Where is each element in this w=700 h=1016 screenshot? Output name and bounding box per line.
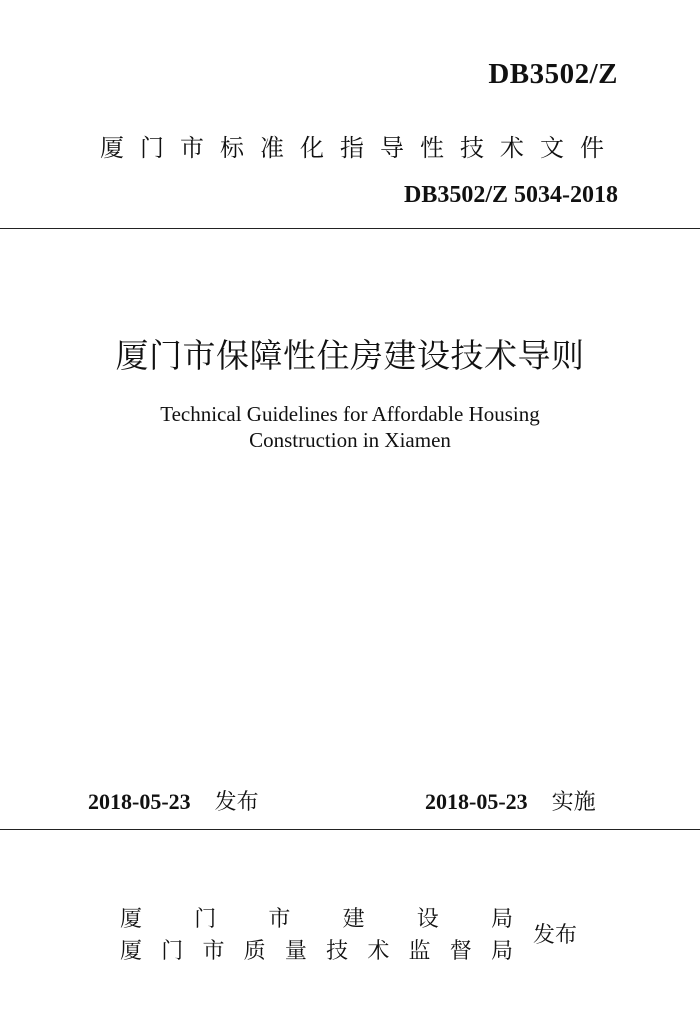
issuer-char: 设 [416, 907, 439, 932]
issuer-quality-bureau [120, 934, 513, 965]
doc-type-char: 准 [260, 134, 284, 162]
doc-type-char: 性 [420, 134, 444, 162]
doc-type-char: 指 [340, 134, 364, 162]
issuer-construction-bureau [120, 902, 513, 933]
issuer-char: 质 [243, 939, 266, 964]
implement-date: 2018-05-23 [425, 789, 528, 814]
issuer-action: 发布 [533, 923, 578, 948]
doc-type-char: 导 [380, 134, 404, 162]
standard-code: DB3502/Z [488, 58, 618, 90]
doc-type-char: 门 [140, 134, 164, 162]
publish-label: 发布 [214, 790, 259, 815]
issuer-char: 建 [342, 907, 365, 932]
doc-type-char: 化 [300, 134, 324, 162]
issuer-char: 局 [490, 939, 513, 964]
issuer-char: 门 [161, 939, 184, 964]
issuer-char: 量 [284, 939, 307, 964]
bottom-divider [0, 829, 700, 830]
title-english-line1: Technical Guidelines for Affordable Housing [160, 402, 540, 426]
doc-type-char: 技 [460, 134, 484, 162]
doc-type-char: 件 [580, 134, 604, 162]
doc-type-char: 厦 [100, 134, 124, 162]
document-number: DB3502/Z 5034-2018 [403, 182, 618, 208]
issuer-char: 监 [408, 939, 431, 964]
issuer-char: 督 [449, 939, 472, 964]
title-english-line2: Construction in Xiamen [249, 428, 451, 452]
top-divider [0, 228, 700, 229]
implement-label: 实施 [551, 790, 596, 815]
issuer-char: 市 [202, 939, 225, 964]
publish-date: 2018-05-23 [88, 789, 191, 814]
issuer-char: 术 [367, 939, 390, 964]
title-english [0, 401, 700, 453]
issuer-char: 厦 [120, 907, 143, 932]
publish-info [88, 785, 259, 816]
doc-type-char: 文 [540, 134, 564, 162]
doc-type-char: 术 [500, 134, 524, 162]
issuer-char: 门 [194, 907, 217, 932]
issuer-char: 技 [326, 939, 349, 964]
doc-type-char: 标 [220, 134, 244, 162]
document-type [100, 128, 604, 163]
doc-type-char: 市 [180, 134, 204, 162]
issuer-char: 局 [490, 907, 513, 932]
implement-info [425, 785, 596, 816]
issuer-char: 厦 [120, 939, 143, 964]
title-chinese: 厦门市保障性住房建设技术导则 [115, 339, 585, 375]
issuer-char: 市 [268, 907, 291, 932]
